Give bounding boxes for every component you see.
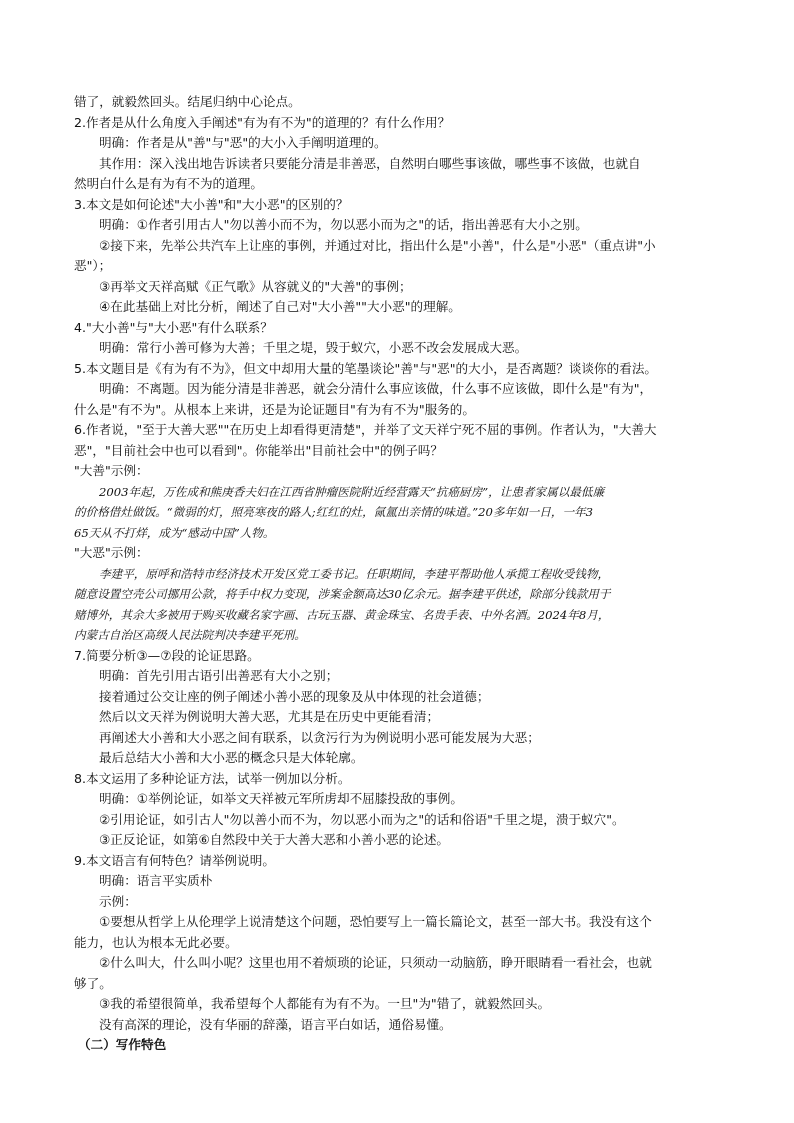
text-line: 6.作者说，"至于大善大恶""在历史上却看得更清楚"，并举了文天祥宁死不屈的事例。作者认为，"大善大 bbox=[74, 422, 657, 437]
text-line: 明确：作者是从"善"与"恶"的大小入手阐明道理的。 bbox=[99, 135, 387, 150]
text-line: （二）写作特色 bbox=[78, 1037, 167, 1052]
text-line: 明确：语言平实质朴 bbox=[99, 873, 213, 888]
text-line: 能力，也认为根本无此必要。 bbox=[74, 934, 238, 950]
text-line: ②接下来，先举公共汽车上让座的事例，并通过对比，指出什么是"小善"，什么是"小恶"（重点讲"小 bbox=[99, 237, 656, 253]
text-line: 然后以文天祥为例说明大善大恶，尤其是在历史中更能看清； bbox=[99, 709, 440, 724]
text-line: 8.本文运用了多种论证方法，试举一例加以分析。 bbox=[74, 770, 351, 786]
text-line: 其作用：深入浅出地告诉读者只要能分清是非善恶，自然明白哪些事该做，哪些事不该做，也就自 bbox=[99, 155, 641, 171]
text-line: 明确：常行小善可修为大善；千里之堤，毁于蚁穴，小恶不改会发展成大恶。 bbox=[99, 340, 528, 355]
text-line: 2003年起，万佐成和熊庚香夫妇在江西省肿瘤医院附近经营露天“抗癌厨房”，让患者家属以最低廉 bbox=[99, 484, 605, 499]
text-line: 够了。 bbox=[74, 975, 112, 991]
text-line: 最后总结大小善和大小恶的概念只是大体轮廓。 bbox=[99, 750, 364, 765]
document-page bbox=[74, 92, 724, 1056]
text-line: 内蒙古自治区高级人民法院判决李建平死刑。 bbox=[74, 628, 306, 642]
text-line: 错了，就毅然回头。结尾归纳中心论点。 bbox=[74, 94, 301, 109]
text-line: 什么是"有不为"。从根本上来讲，还是为论证题目"有为有不为"服务的。 bbox=[74, 401, 475, 417]
text-line: 3.本文是如何论述"大小善"和"大小恶"的区别的？ bbox=[74, 196, 349, 212]
text-line: 4."大小善"与"大小恶"有什么联系？ bbox=[74, 319, 273, 335]
text-line: 赌博外，其余大多被用于购买收藏名家字画、古玩玉器、黄金珠宝、名贵手表、中外名酒。2024年8月， bbox=[74, 607, 610, 622]
text-line: ②引用论证，如引古人"勿以善小而不为，勿以恶小而为之"的话和俗语"千里之堤，溃于蚁穴"。 bbox=[99, 811, 625, 827]
text-line: "大善"示例： bbox=[74, 463, 149, 478]
text-line: 明确：①举例论证，如举文天祥被元军所虏却不屈膝投敌的事例。 bbox=[99, 791, 463, 806]
text-line: 示例： bbox=[99, 893, 137, 909]
text-line: 然明白什么是有为有不为的道理。 bbox=[74, 176, 263, 191]
text-line: ③正反论证，如第⑥自然段中关于大善大恶和小善小恶的论述。 bbox=[99, 832, 450, 847]
text-line: 2.作者是从什么角度入手阐述"有为有不为"的道理的？有什么作用？ bbox=[74, 114, 451, 130]
text-line: ④在此基础上对比分析，阐述了自己对"大小善""大小恶"的理解。 bbox=[99, 299, 461, 314]
text-line: 恶"，"目前社会中也可以看到"。你能举出"目前社会中"的例子吗？ bbox=[74, 442, 443, 458]
text-line: 65天从不打烊，成为“感动中国”人物。 bbox=[74, 525, 275, 540]
text-line: 的价格借灶做饭。“微弱的灯，照亮寒夜的路人;红红的灶，氤氲出亲情的味道。”20多年如一日，一年3 bbox=[74, 505, 594, 519]
text-line: "大恶"示例： bbox=[74, 545, 149, 560]
text-line: 没有高深的理论，没有华丽的辞藻，语言平白如话，通俗易懂。 bbox=[99, 1016, 452, 1032]
text-line: 明确：不离题。因为能分清是非善恶，就会分清什么事应该做，什么事不应该做，即什么是"有为"， bbox=[99, 381, 653, 396]
text-line: 再阐述大小善和大小恶之间有联系，以贪污行为为例说明小恶可能发展为大恶； bbox=[99, 729, 540, 745]
text-line: ③再举文天祥高赋《正气歌》从容就义的"大善"的事例； bbox=[99, 278, 412, 294]
text-line: ②什么叫大，什么叫小呢？这里也用不着烦琐的论证，只须动一动脑筋，睁开眼睛看一看社会，也就 bbox=[99, 955, 652, 970]
text-line: 接着通过公交让座的例子阐述小善小恶的现象及从中体现的社会道德； bbox=[99, 688, 490, 704]
text-line: ①要想从哲学上从伦理学上说清楚这个问题，恐怕要写上一篇长篇论文，甚至一部大书。我没有这个 bbox=[99, 914, 652, 929]
text-line: 恶"）； bbox=[74, 258, 112, 273]
text-line: 9.本文语言有何特色？请举例说明。 bbox=[74, 852, 275, 868]
text-line: 5.本文题目是《有为有不为》，但文中却用大量的笔墨谈论"善"与"恶"的大小，是否离题？谈谈你的看法。 bbox=[74, 360, 658, 376]
text-line: 李建平，原呼和浩特市经济技术开发区党工委书记。任职期间，李建平帮助他人承揽工程收受钱物， bbox=[99, 566, 610, 581]
text-line: 7.简要分析③—⑦段的论证思路。 bbox=[74, 647, 260, 663]
text-line: 明确：①作者引用古人"勿以善小而不为，勿以恶小而为之"的话，指出善恶有大小之别。 bbox=[99, 217, 588, 232]
text-line: 明确：首先引用古语引出善恶有大小之别； bbox=[99, 668, 339, 683]
text-line: 随意设置空壳公司挪用公款，将手中权力变现，涉案金额高达30亿余元。据李建平供述，除部分钱款用于 bbox=[74, 587, 611, 601]
text-line: ③我的希望很简单，我希望每个人都能有为有不为。一旦"为"错了，就毅然回头。 bbox=[99, 996, 551, 1011]
